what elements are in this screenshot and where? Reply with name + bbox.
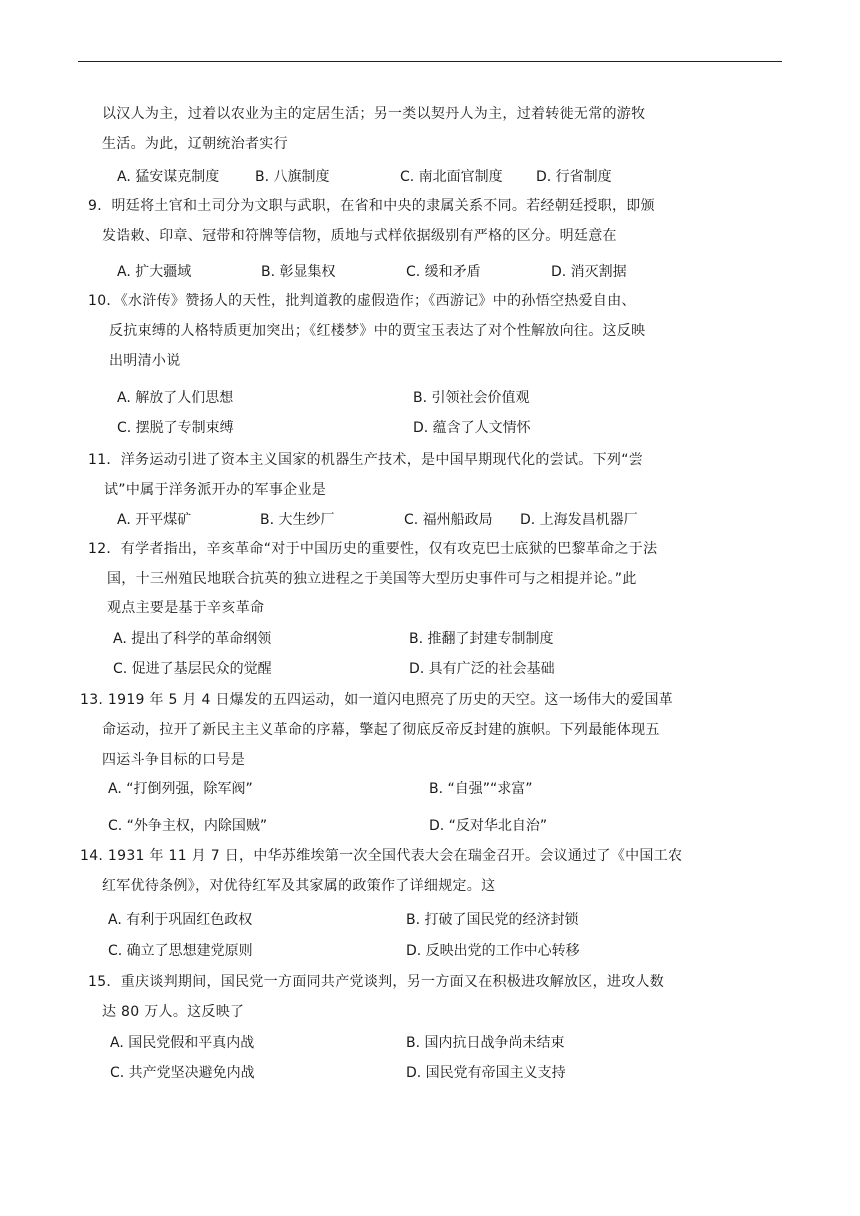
q12-option-d[interactable]: D. 具有广泛的社会基础 bbox=[409, 661, 555, 677]
q9-option-c[interactable]: C. 缓和矛盾 bbox=[406, 264, 481, 280]
q10-line-1: 10．《水浒传》赞扬人的天性，批判道教的虚假造作；《西游记》中的孙悟空热爱自由、 bbox=[88, 293, 636, 309]
q9-option-b[interactable]: B. 彰显集权 bbox=[261, 264, 336, 280]
q13-option-a[interactable]: A. “打倒列强，除军阀” bbox=[108, 781, 253, 797]
q10-option-b[interactable]: B. 引领社会价值观 bbox=[413, 390, 530, 406]
q8-option-b[interactable]: B. 八旗制度 bbox=[255, 169, 330, 185]
q14-line-1: 14. 1931 年 11 月 7 日，中华苏维埃第一次全国代表大会在瑞金召开。会议通过了《中国工农 bbox=[80, 848, 683, 864]
q8-option-a[interactable]: A. 猛安谋克制度 bbox=[117, 169, 220, 185]
q15-line-1: 15．重庆谈判期间，国民党一方面同共产党谈判，另一方面又在积极进攻解放区，进攻人数 bbox=[88, 974, 665, 990]
q8-option-d[interactable]: D. 行省制度 bbox=[536, 169, 612, 185]
q11-line-2: 试”中属于洋务派开办的军事企业是 bbox=[104, 482, 327, 498]
q12-line-3: 观点主要是基于辛亥革命 bbox=[107, 600, 265, 616]
q10-option-c[interactable]: C. 摆脱了专制束缚 bbox=[117, 420, 234, 436]
q9-line-1: 9．明廷将土官和土司分为文职与武职，在省和中央的隶属关系不同。若经朝廷授职，即颁 bbox=[88, 198, 655, 214]
q14-line-2: 红军优待条例》，对优待红军及其家属的政策作了详细规定。这 bbox=[102, 878, 496, 894]
q12-option-a[interactable]: A. 提出了科学的革命纲领 bbox=[113, 631, 272, 647]
q15-option-a[interactable]: A. 国民党假和平真内战 bbox=[110, 1035, 255, 1051]
q11-line-1: 11．洋务运动引进了资本主义国家的机器生产技术，是中国早期现代化的尝试。下列“尝 bbox=[88, 452, 644, 468]
q8-option-c[interactable]: C. 南北面官制度 bbox=[400, 169, 503, 185]
q15-option-d[interactable]: D. 国民党有帝国主义支持 bbox=[406, 1065, 566, 1081]
q9-option-a[interactable]: A. 扩大疆域 bbox=[117, 264, 192, 280]
q11-option-b[interactable]: B. 大生纱厂 bbox=[260, 512, 335, 528]
q8-line-1: 以汉人为主，过着以农业为主的定居生活；另一类以契丹人为主，过着转徙无常的游牧 bbox=[102, 106, 646, 122]
q11-option-a[interactable]: A. 开平煤矿 bbox=[117, 512, 192, 528]
q13-line-2: 命运动，拉开了新民主主义革命的序幕，擎起了彻底反帝反封建的旗帜。下列最能体现五 bbox=[102, 722, 660, 738]
q15-option-b[interactable]: B. 国内抗日战争尚未结束 bbox=[406, 1035, 565, 1051]
q9-line-2: 发诰敕、印章、冠带和符牌等信物，质地与式样依据级别有严格的区分。明廷意在 bbox=[102, 228, 617, 244]
q13-option-d[interactable]: D. “反对华北自治” bbox=[429, 818, 548, 834]
q13-option-b[interactable]: B. “自强”“求富” bbox=[429, 781, 533, 797]
q11-option-d[interactable]: D. 上海发昌机器厂 bbox=[520, 512, 638, 528]
q10-line-2: 反抗束缚的人格特质更加突出；《红楼梦》中的贾宝玉表达了对个性解放向往。这反映 bbox=[109, 323, 646, 339]
q8-line-2: 生活。为此，辽朝统治者实行 bbox=[102, 136, 288, 152]
q14-option-d[interactable]: D. 反映出党的工作中心转移 bbox=[406, 943, 580, 959]
q15-line-2: 达 80 万人。这反映了 bbox=[102, 1004, 245, 1020]
q15-option-c[interactable]: C. 共产党坚决避免内战 bbox=[110, 1065, 255, 1081]
header-rule bbox=[78, 61, 782, 62]
q13-line-3: 四运斗争目标的口号是 bbox=[102, 752, 245, 768]
q11-option-c[interactable]: C. 福州船政局 bbox=[404, 512, 493, 528]
q14-option-b[interactable]: B. 打破了国民党的经济封锁 bbox=[406, 912, 579, 928]
q9-option-d[interactable]: D. 消灭割据 bbox=[551, 264, 627, 280]
q10-option-a[interactable]: A. 解放了人们思想 bbox=[117, 390, 234, 406]
q14-option-c[interactable]: C. 确立了思想建党原则 bbox=[108, 943, 253, 959]
q10-option-d[interactable]: D. 蕴含了人文情怀 bbox=[413, 420, 531, 436]
q13-option-c[interactable]: C. “外争主权，内除国贼” bbox=[108, 818, 268, 834]
q10-line-3: 出明清小说 bbox=[109, 353, 181, 369]
q12-line-2: 国，十三州殖民地联合抗英的独立进程之于美国等大型历史事件可与之相提并论。”此 bbox=[107, 571, 637, 587]
q13-line-1: 13. 1919 年 5 月 4 日爆发的五四运动，如一道闪电照亮了历史的天空。这一场伟大的爱国革 bbox=[80, 692, 674, 708]
q12-line-1: 12．有学者指出，辛亥革命“对于中国历史的重要性，仅有攻克巴士底狱的巴黎革命之于法 bbox=[88, 541, 658, 557]
q12-option-b[interactable]: B. 推翻了封建专制制度 bbox=[409, 631, 554, 647]
q12-option-c[interactable]: C. 促进了基层民众的觉醒 bbox=[113, 661, 272, 677]
q14-option-a[interactable]: A. 有利于巩固红色政权 bbox=[108, 912, 253, 928]
